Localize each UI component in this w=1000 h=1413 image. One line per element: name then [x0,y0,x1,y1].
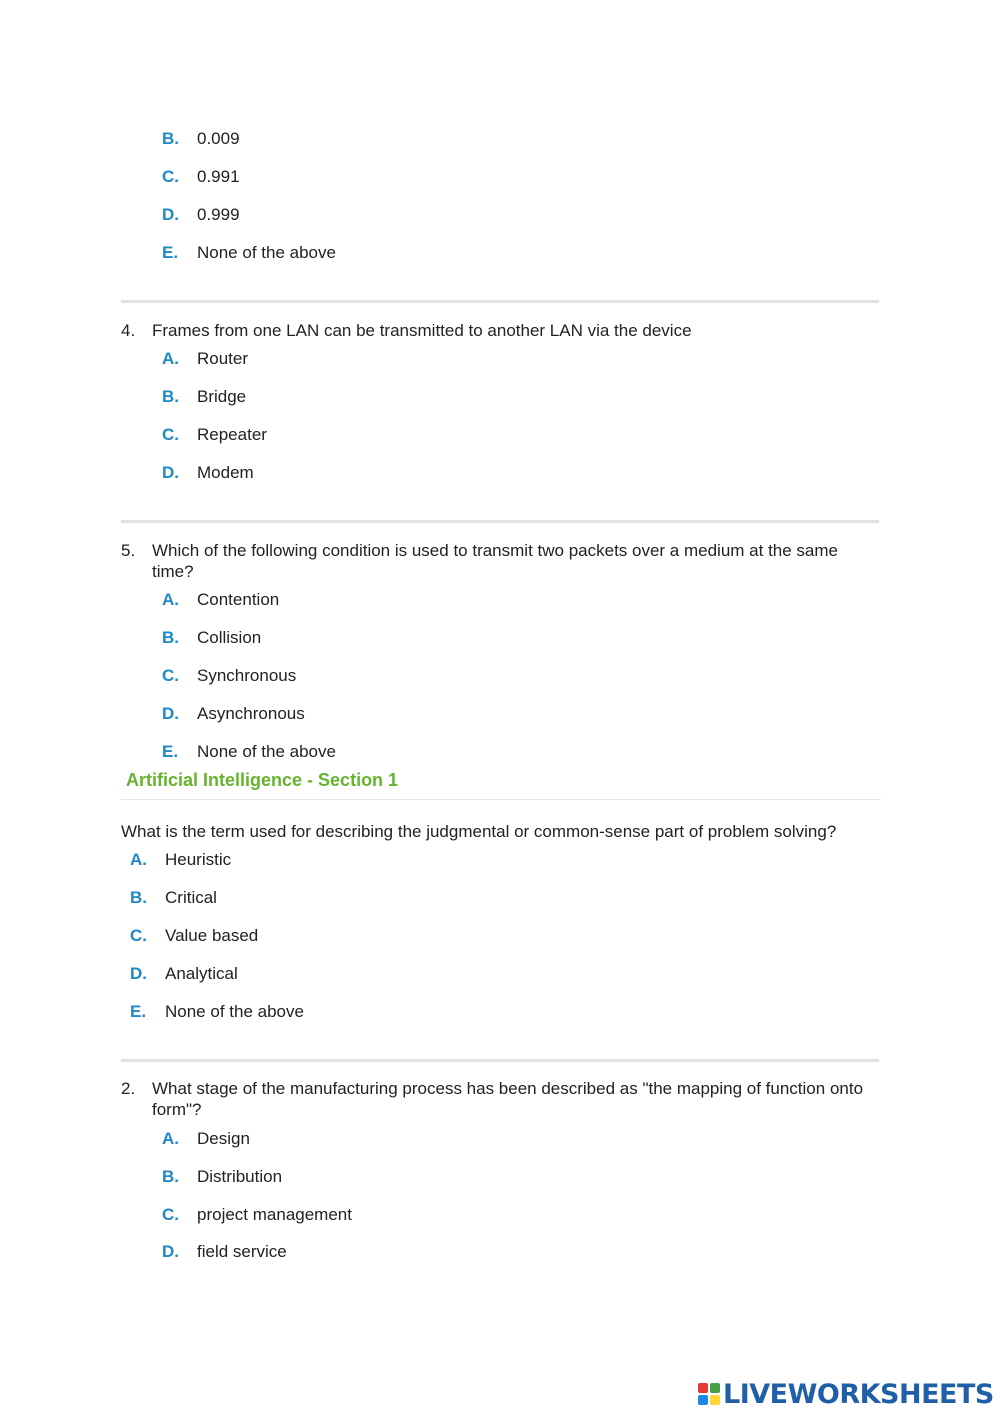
divider [121,1059,879,1062]
option-text: 0.009 [197,129,240,148]
option-letter: B. [162,387,179,406]
option-letter: D. [162,463,179,482]
option-letter: C. [130,926,147,945]
option-text: None of the above [197,742,336,761]
option-letter: D. [162,1242,179,1261]
question-number: 4. [121,321,136,340]
option-text: Asynchronous [197,704,305,723]
option-text: None of the above [197,243,336,262]
liveworksheets-logo[interactable] [698,1378,994,1410]
option-text: Distribution [197,1167,283,1186]
option-text: Contention [197,590,280,609]
option-text: Bridge [197,387,247,406]
option-letter: D. [162,704,179,723]
question-text: Which of the following condition is used to transmit two packets over a medium at the same time? [152,541,838,581]
option-text: 0.999 [197,205,240,224]
option-text: Design [197,1129,250,1148]
option-text: Heuristic [165,850,232,869]
option-text: Repeater [197,425,267,444]
question-text: Frames from one LAN can be transmitted to another LAN via the device [152,321,692,340]
section-title: Artificial Intelligence - Section 1 [126,770,399,790]
question-ai-1: What is the term used for describing the judgmental or common-sense part of problem solving? [121,822,837,841]
logo-text: LIVEWORKSHEETS [723,1378,994,1410]
option-text: Collision [197,628,262,647]
option-text: field service [197,1242,287,1261]
option-letter: A. [162,590,179,609]
question-number: 5. [121,541,136,560]
option-letter: C. [162,425,179,444]
option-text: None of the above [165,1002,304,1021]
logo-blocks-icon [698,1383,720,1405]
option-text: Modem [197,463,254,482]
question-text: What stage of the manufacturing process has been described as "the mapping of function onto form"? [152,1079,864,1119]
option-letter: B. [162,628,179,647]
option-letter: B. [162,1167,179,1186]
question-number: 2. [121,1079,136,1098]
option-text: Critical [165,888,217,907]
option-text: Router [197,349,249,368]
option-letter: E. [130,1002,147,1021]
option-letter: D. [162,205,179,224]
option-text: Value based [165,926,259,945]
option-letter: C. [162,666,179,685]
option-letter: C. [162,1205,179,1224]
section-divider [121,799,881,800]
option-letter: A. [162,349,179,368]
option-text: Synchronous [197,666,297,685]
divider [121,300,879,303]
option-letter: B. [162,129,179,148]
option-letter: C. [162,167,179,186]
divider [121,520,879,523]
option-letter: B. [130,888,147,907]
option-letter: E. [162,243,179,262]
option-text: project management [197,1205,352,1224]
option-text: 0.991 [197,167,240,186]
option-letter: A. [162,1129,179,1148]
option-text: Analytical [165,964,238,983]
option-letter: D. [130,964,147,983]
option-letter: E. [162,742,179,761]
option-letter: A. [130,850,147,869]
